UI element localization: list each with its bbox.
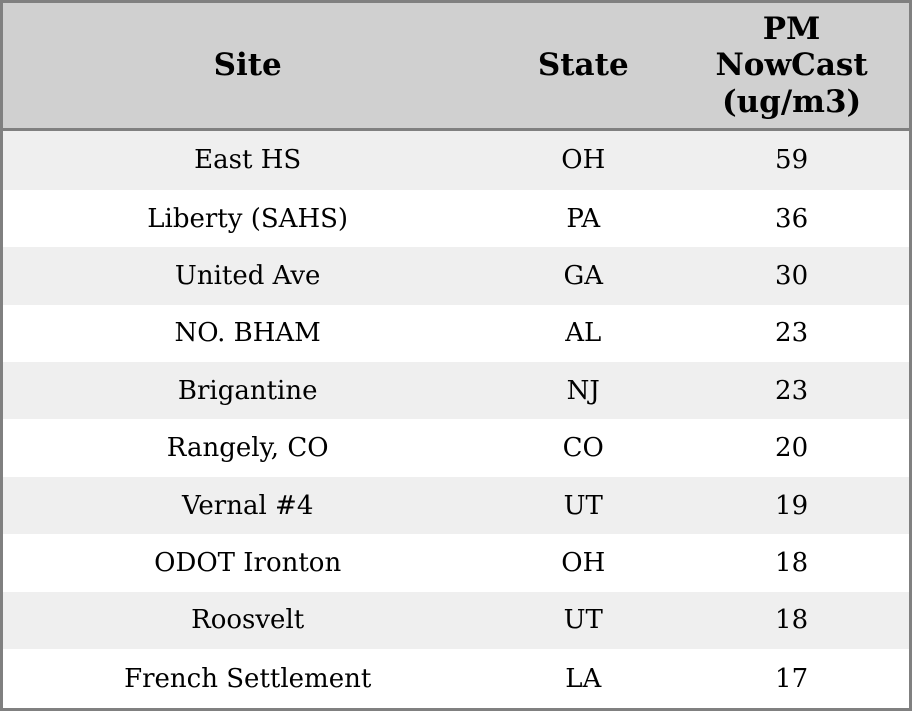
header-state <box>492 2 674 130</box>
pm-value-cell: 59 <box>775 145 809 176</box>
pm-value-cell: 36 <box>775 203 809 234</box>
site-cell: United Ave <box>174 260 321 291</box>
table-row <box>2 534 911 591</box>
state-cell: LA <box>565 663 602 694</box>
pm-value-cell: 19 <box>775 490 809 521</box>
pm-value-cell: 20 <box>775 433 809 464</box>
header-site <box>2 2 493 130</box>
pm-value-cell: 18 <box>775 548 809 579</box>
pm-value-cell: 18 <box>775 605 809 636</box>
table-row <box>2 247 911 304</box>
table-row <box>2 592 911 649</box>
table-row <box>2 130 911 190</box>
site-cell: NO. BHAM <box>174 318 321 349</box>
table-row <box>2 649 911 709</box>
header-pm-nowcast <box>674 2 910 130</box>
header-row <box>2 2 911 130</box>
state-cell: OH <box>561 145 606 176</box>
pm-value-cell: 23 <box>775 318 809 349</box>
site-cell: ODOT Ironton <box>154 548 342 579</box>
state-cell: GA <box>563 260 604 291</box>
header-site-label: Site <box>213 47 282 84</box>
state-cell: UT <box>563 605 603 636</box>
site-cell: Vernal #4 <box>182 490 314 521</box>
site-cell: French Settlement <box>124 663 372 694</box>
header-pm-nowcast-label: PM NowCast (ug/m3) <box>715 11 868 120</box>
pm-value-cell: 23 <box>775 375 809 406</box>
state-cell: AL <box>565 318 602 349</box>
state-cell: CO <box>562 433 604 464</box>
state-cell: OH <box>561 548 606 579</box>
table-row <box>2 419 911 476</box>
pm-value-cell: 30 <box>775 260 809 291</box>
site-cell: East HS <box>194 145 302 176</box>
state-cell: NJ <box>566 375 600 406</box>
header-state-label: State <box>537 47 629 84</box>
site-cell: Roosvelt <box>191 605 305 636</box>
site-cell: Liberty (SAHS) <box>147 203 349 234</box>
site-cell: Brigantine <box>177 375 318 406</box>
table-row <box>2 362 911 419</box>
state-cell: PA <box>566 203 601 234</box>
table-row <box>2 477 911 534</box>
site-cell: Rangely, CO <box>166 433 329 464</box>
table-row <box>2 190 911 247</box>
table-row <box>2 305 911 362</box>
pm-value-cell: 17 <box>775 663 809 694</box>
state-cell: UT <box>563 490 603 521</box>
